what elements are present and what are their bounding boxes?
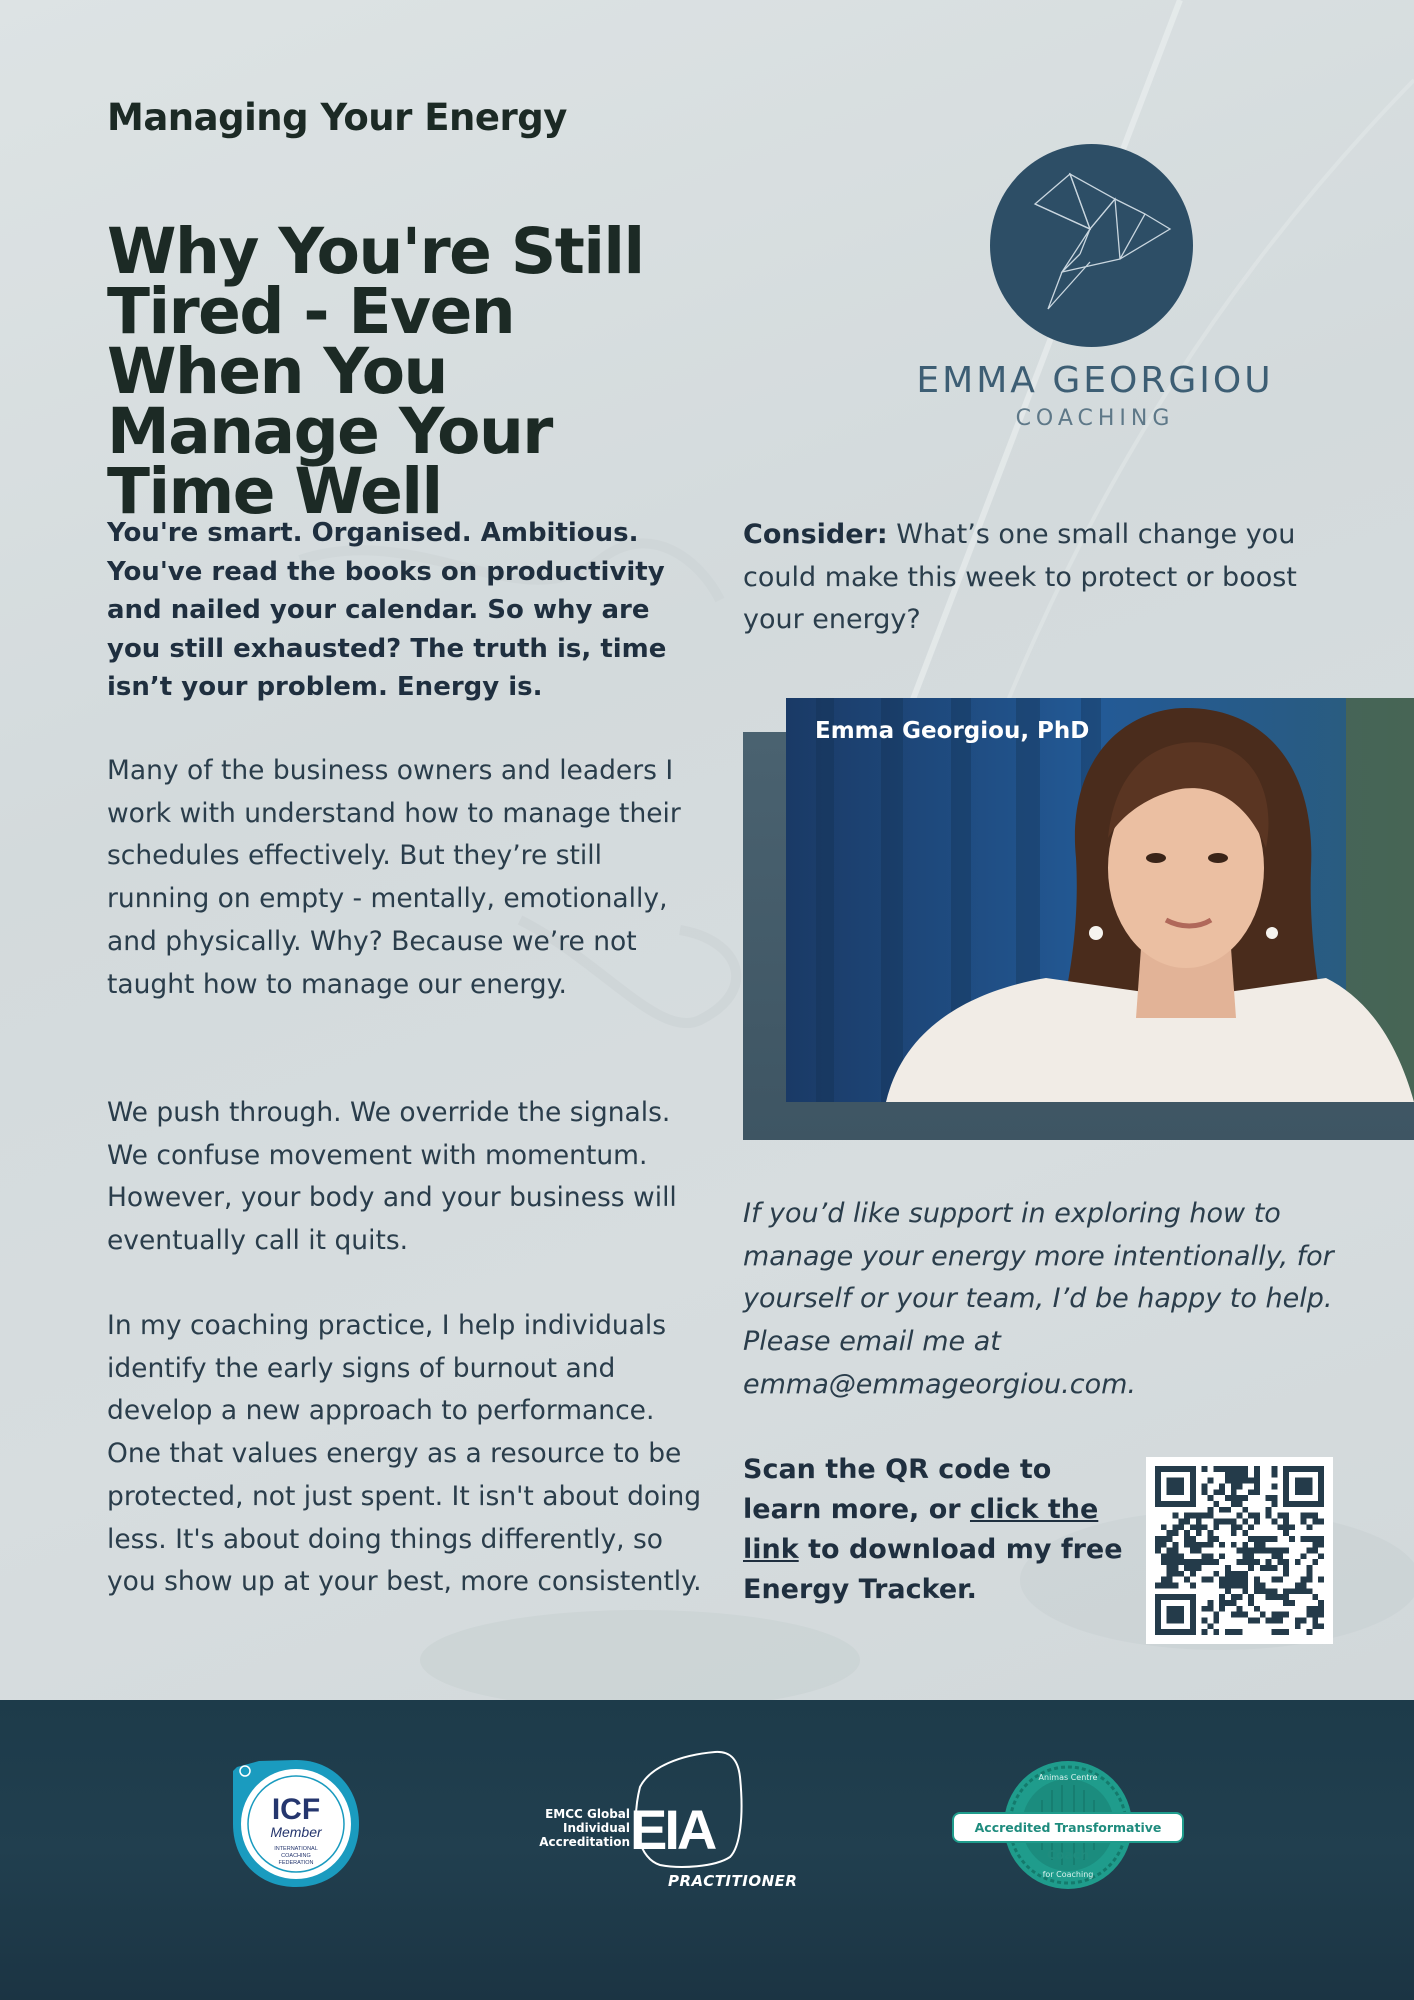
page-title: Why You're Still Tired - Even When You Manage Your Time Well xyxy=(107,215,644,528)
support-text: If you’d like support in exploring how to manage your energy more intentionally, for yourself or your team, I’d be happy to help. Please email me at emma@emmageorgiou.com. xyxy=(743,1198,1334,1400)
scan-text-end: to download my free Energy Tracker. xyxy=(743,1534,1123,1605)
eia-practitioner: PRACTITIONER xyxy=(668,1872,798,1890)
eia-mark: EIA xyxy=(630,1798,715,1861)
scan-cta xyxy=(743,1450,1123,1610)
qr-code[interactable] xyxy=(1146,1457,1333,1644)
portrait-photo xyxy=(786,698,1414,1102)
logo-name: EMMA GEORGIOU xyxy=(916,360,1274,401)
origami-bird-icon xyxy=(990,144,1193,347)
icf-line1: INTERNATIONAL xyxy=(274,1846,318,1852)
qr-code-image[interactable] xyxy=(1155,1466,1324,1635)
icf-line3: FEDERATION xyxy=(278,1860,314,1866)
eyebrow-title: Managing Your Energy xyxy=(107,96,567,139)
body-paragraph: We push through. We override the signals. We confuse movement with momentum. However, your body and your business will eventually call it quits. xyxy=(107,1097,677,1257)
consider-text: What’s one small change you could make this week to protect or boost your energy? xyxy=(743,519,1297,635)
body-paragraph: Many of the business owners and leaders I work with understand how to manage their schedules effectively. But they’re still running on empty - mentally, emotionally, and physically. Why? Because we’re not taught how to manage our energy. xyxy=(107,755,681,1000)
accredited-label: Accredited Transformative Coach xyxy=(952,1812,1184,1843)
logo-subtitle: COACHING xyxy=(1015,406,1175,431)
scan-text: Scan the QR code to learn more, or xyxy=(743,1454,1052,1525)
ring-bottom: for Coaching xyxy=(1042,1870,1094,1879)
lead-paragraph: You're smart. Organised. Ambitious. You've read the books on productivity and nailed your calendar. So why are you still exhausted? The truth is, time isn’t your problem. Energy is. xyxy=(107,518,667,702)
eia-line2: Individual xyxy=(563,1821,630,1835)
ring-top: Animas Centre xyxy=(1038,1773,1098,1782)
download-link[interactable]: click the link xyxy=(743,1494,1099,1565)
icf-member-badge xyxy=(229,1757,363,1891)
eia-practitioner-badge xyxy=(530,1747,798,1897)
consider-callout xyxy=(743,514,1343,642)
body-paragraph: In my coaching practice, I help individuals identify the early signs of burnout and develop a new approach to performance. One that values energy as a resource to be protected, not just spent. It isn't about doing less. It's about doing things differently, so you show up at your best, more consistently. xyxy=(107,1310,702,1598)
eia-line3: Accreditation xyxy=(539,1835,630,1849)
icf-line2: COACHING xyxy=(281,1853,311,1859)
icf-member: Member xyxy=(270,1824,322,1840)
photo-caption: Emma Georgiou, PhD xyxy=(815,718,1090,744)
eia-caption xyxy=(530,1807,630,1849)
consider-label: Consider: xyxy=(743,519,888,550)
icf-top: ICF xyxy=(271,1793,321,1826)
eia-line1: EMCC Global xyxy=(545,1807,630,1821)
accredited-coach-badge xyxy=(952,1760,1184,1890)
logo-mark xyxy=(990,144,1193,347)
